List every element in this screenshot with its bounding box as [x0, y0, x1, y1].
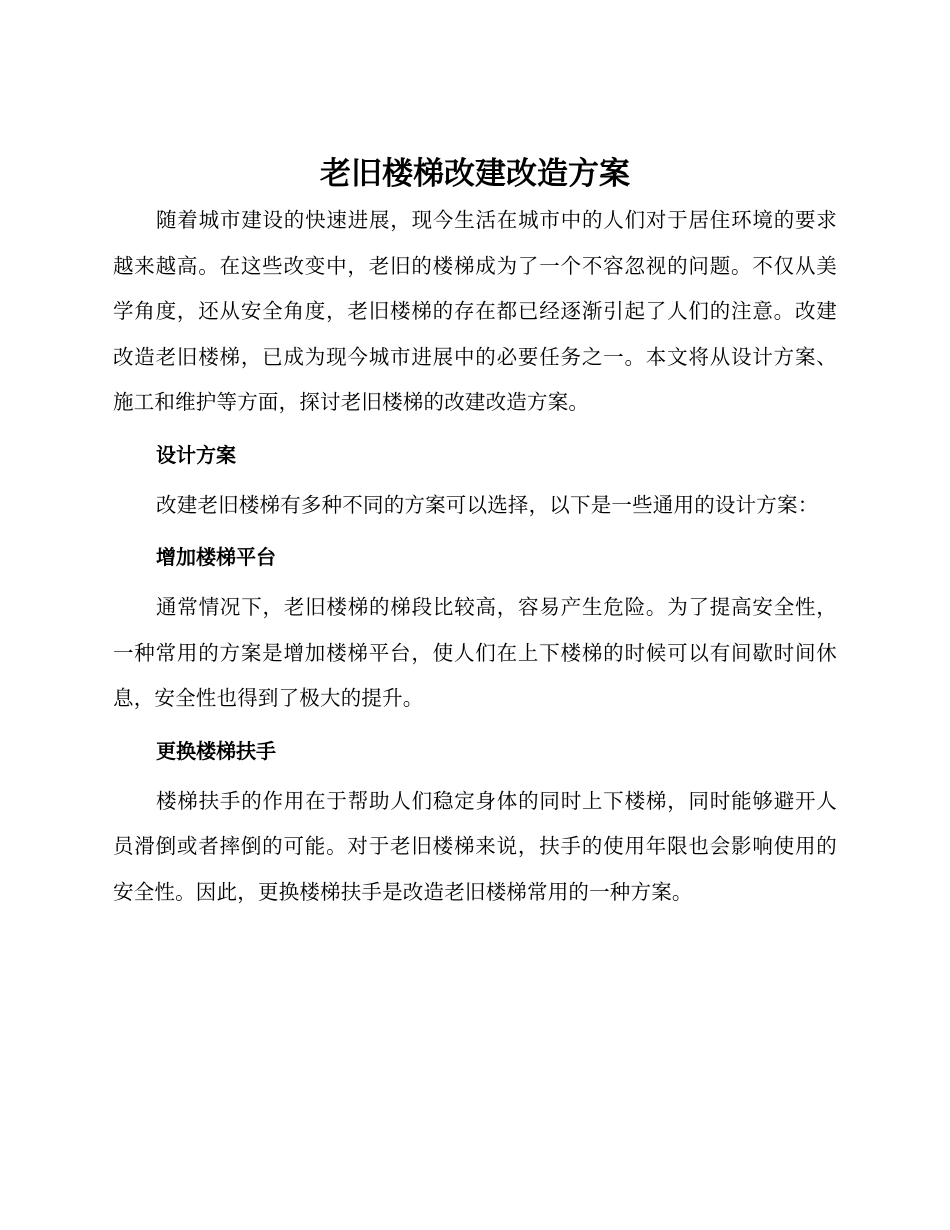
- document-body: [113, 198, 837, 915]
- section-heading-design: 设计方案: [156, 442, 236, 467]
- document-title: 老旧楼梯改建改造方案: [320, 156, 630, 192]
- section-heading-handrail: 更换楼梯扶手: [156, 738, 276, 763]
- section-paragraph-design: 改建老旧楼梯有多种不同的方案可以选择，以下是一些通用的设计方案：: [156, 492, 819, 517]
- section-paragraph-handrail: 楼梯扶手的作用在于帮助人们稳定身体的同时上下楼梯，同时能够避开人员滑倒或者摔倒的可能。对于老旧楼梯来说，扶手的使用年限也会影响使用的安全性。因此，更换楼梯扶手是改造老旧楼梯常用的一种方案。: [113, 788, 837, 904]
- section-paragraph-platform: 通常情况下，老旧楼梯的梯段比较高，容易产生危险。为了提高安全性，一种常用的方案是增加楼梯平台，使人们在上下楼梯的时候可以有间歇时间休息，安全性也得到了极大的提升。: [113, 595, 837, 710]
- section-heading-platform: 增加楼梯平台: [156, 545, 276, 569]
- intro-paragraph: 随着城市建设的快速进展，现今生活在城市中的人们对于居住环境的要求越来越高。在这些改变中，老旧的楼梯成为了一个不容忽视的问题。不仅从美学角度，还从安全角度，老旧楼梯的存在都已经逐渐引起了人们的注意。改建改造老旧楼梯，已成为现今城市进展中的必要任务之一。本文将从设计方案、施工和维护等方面，探讨老旧楼梯的改建改造方案。: [113, 208, 837, 414]
